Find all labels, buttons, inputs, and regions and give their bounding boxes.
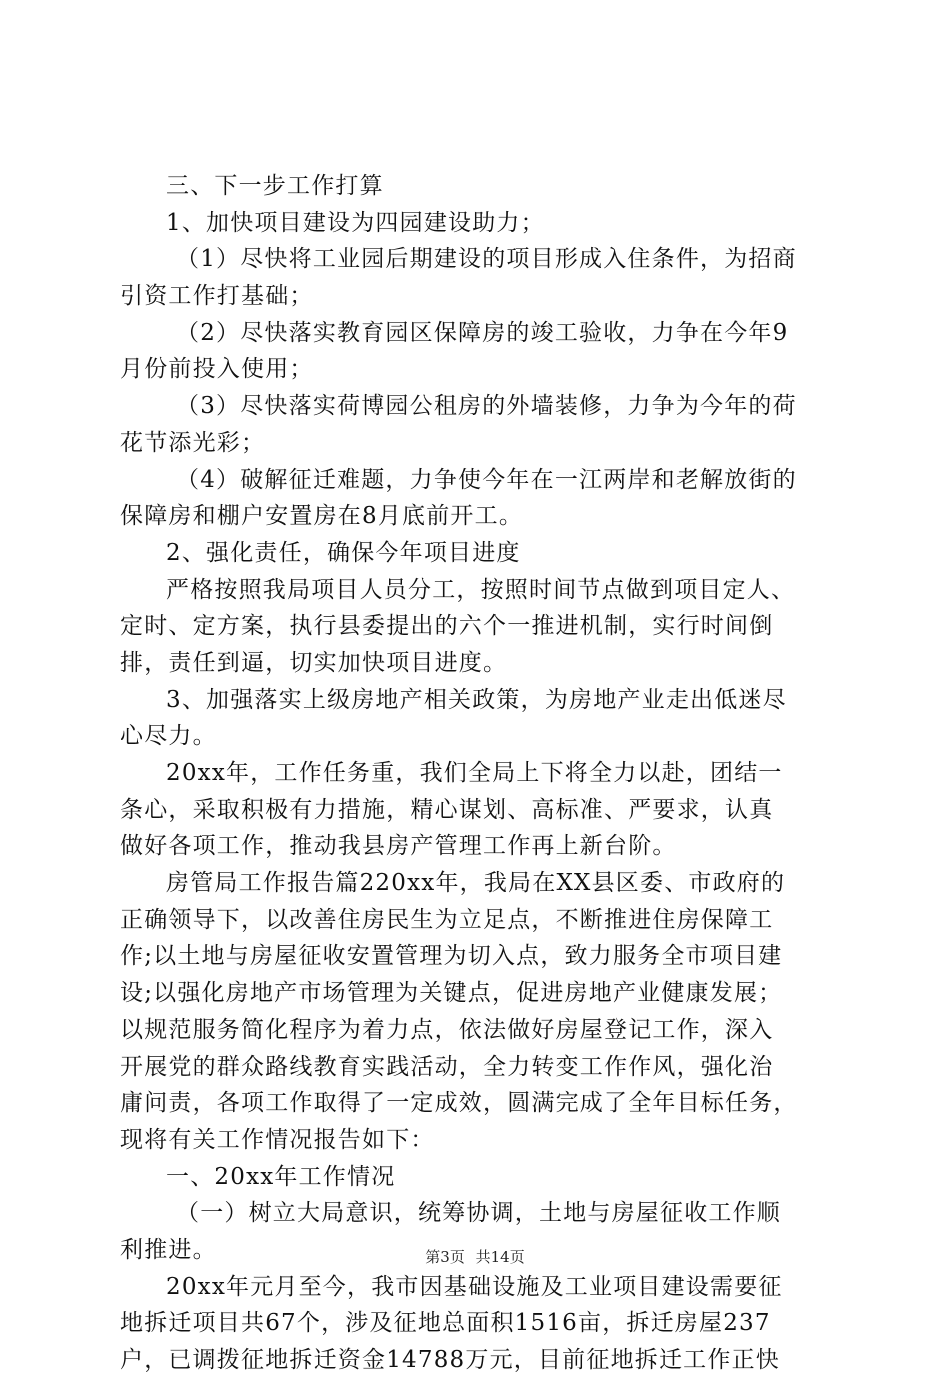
- page-footer: [0, 1246, 950, 1267]
- page-total: 共14页: [475, 1248, 525, 1266]
- text-line: 户，已调拨征地拆迁资金14788万元，目前征地拆迁工作正快: [120, 1347, 780, 1373]
- text-line: 严格按照我局项目人员分工，按照时间节点做到项目定人、: [166, 576, 796, 603]
- text-line: 做好各项工作，推动我县房产管理工作再上新台阶。: [120, 833, 677, 860]
- text-line: 20xx年，工作任务重，我们全局上下将全力以赴，团结一: [166, 760, 783, 786]
- text-line: 三、下一步工作打算: [166, 173, 384, 199]
- text-line: 定时、定方案，执行县委提出的六个一推进机制，实行时间倒: [120, 613, 774, 640]
- text-line: 房管局工作报告篇220xx年，我局在XX县区委、市政府的: [166, 870, 786, 897]
- page-number: 第3页: [425, 1248, 465, 1266]
- text-line: 心尽力。: [120, 723, 217, 750]
- document-body: [120, 168, 832, 1379]
- text-line: 现将有关工作情况报告如下：: [120, 1126, 435, 1153]
- text-line: 月份前投入使用；: [120, 356, 314, 383]
- text-line: 20xx年元月至今，我市因基础设施及工业项目建设需要征: [166, 1273, 783, 1300]
- text-line: 开展党的群众路线教育实践活动，全力转变工作作风，强化治: [120, 1053, 774, 1080]
- text-line: （1）尽快将工业园后期建设的项目形成入住条件，为招商: [176, 246, 797, 273]
- text-line: 3、加强落实上级房地产相关政策，为房地产业走出低迷尽: [166, 686, 787, 713]
- text-line: 庸问责，各项工作取得了一定成效，圆满完成了全年目标任务，: [120, 1090, 798, 1117]
- text-line: 1、加快项目建设为四园建设助力；: [166, 209, 545, 236]
- text-line: 一、20xx年工作情况: [166, 1163, 396, 1190]
- text-line: 地拆迁项目共67个，涉及征地总面积1516亩，拆迁房屋237: [120, 1310, 771, 1337]
- text-line: 花节添光彩；: [120, 429, 266, 456]
- text-line: 引资工作打基础；: [120, 283, 314, 310]
- text-line: 以规范服务简化程序为着力点，依法做好房屋登记工作，深入: [120, 1016, 774, 1043]
- text-line: 排，责任到逼，切实加快项目进度。: [120, 649, 508, 676]
- text-line: （2）尽快落实教育园区保障房的竣工验收，力争在今年9: [176, 319, 789, 346]
- text-line: 设;以强化房地产市场管理为关键点，促进房地产业健康发展；: [120, 980, 783, 1007]
- text-line: 2、强化责任，确保今年项目进度: [166, 539, 521, 566]
- text-line: 条心，采取积极有力措施，精心谋划、高标准、严要求，认真: [120, 796, 774, 823]
- text-line: （3）尽快落实荷博园公租房的外墙装修，力争为今年的荷: [176, 393, 797, 420]
- text-line: （一）树立大局意识，统筹协调，土地与房屋征收工作顺: [176, 1200, 781, 1227]
- text-line: 保障房和棚户安置房在8月底前开工。: [120, 503, 524, 530]
- text-line: 作;以土地与房屋征收安置管理为切入点，致力服务全市项目建: [120, 943, 783, 970]
- text-line: （4）破解征迁难题，力争使今年在一江两岸和老解放街的: [176, 466, 797, 493]
- text-line: 利推进。: [120, 1236, 217, 1263]
- text-line: 正确领导下，以改善住房民生为立足点，不断推进住房保障工: [120, 906, 774, 933]
